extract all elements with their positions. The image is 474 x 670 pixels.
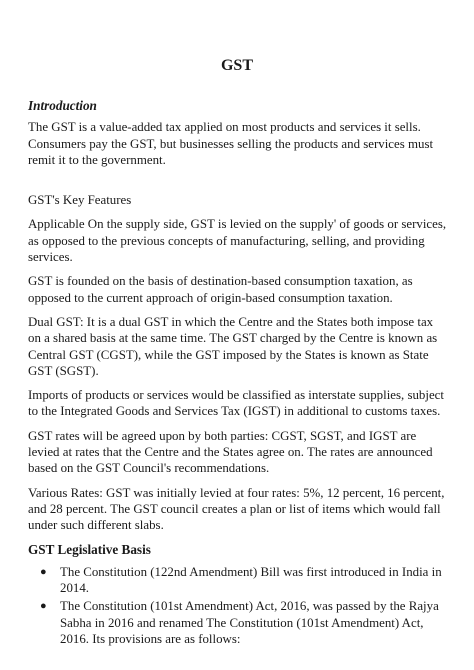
paragraph-supply: Applicable On the supply side, GST is levied on the supply' of goods or services, as opposed to the previous concepts of manufacturing, selling, and providing services. <box>28 217 447 265</box>
list-item-text: The Constitution (122nd Amendment) Bill was first introduced in India in 2014. <box>60 564 442 596</box>
paragraph-imports: Imports of products or services would be classified as interstate supplies, subject to the Integrated Goods and Services Tax (IGST) in additional to customs taxes. <box>28 388 444 419</box>
legislative-basis-heading: GST Legislative Basis <box>28 541 151 557</box>
list-item <box>28 564 448 597</box>
key-features-heading: GST's Key Features <box>28 193 132 208</box>
list-item-text: The Constitution (101st Amendment) Act, 2016, was passed by the Rajya Sabha in 2016 and renamed The Constitution (101st Amendment) Act, 2016. Its provisions are as follows: <box>60 599 439 647</box>
legislative-bullet-list <box>28 564 448 647</box>
paragraph-various-rates: Various Rates: GST was initially levied at four rates: 5%, 12 percent, 16 percent, and 28 percent. The GST council creates a plan or list of items which would fall under such different slabs. <box>28 485 445 533</box>
introduction-paragraph: The GST is a value-added tax applied on most products and services it sells. Consumers pay the GST, but businesses selling the products and services must remit it to the government. <box>28 120 434 167</box>
paragraph-dual-gst: Dual GST: It is a dual GST in which the Centre and the States both impose tax on a shared basis at the same time. The GST charged by the Centre is known as Central GST (CGST), while the GST imposed by the States is known as State GST (SGST). <box>28 314 438 378</box>
bullet-icon: ● <box>40 600 47 613</box>
bullet-icon: ● <box>40 565 47 578</box>
spacer <box>28 176 448 192</box>
document-body <box>28 98 448 649</box>
document-title: GST <box>220 57 253 74</box>
paragraph-destination: GST is founded on the basis of destination-based consumption taxation, as opposed to the current approach of origin-based consumption taxation. <box>28 274 413 305</box>
paragraph-gst-rates: GST rates will be agreed upon by both parties: CGST, SGST, and IGST are levied at rates that the Centre and the States agree on. The rates are announced based on the GST Council's recommendations. <box>28 428 433 476</box>
introduction-heading: Introduction <box>28 98 97 113</box>
list-item <box>28 598 448 647</box>
